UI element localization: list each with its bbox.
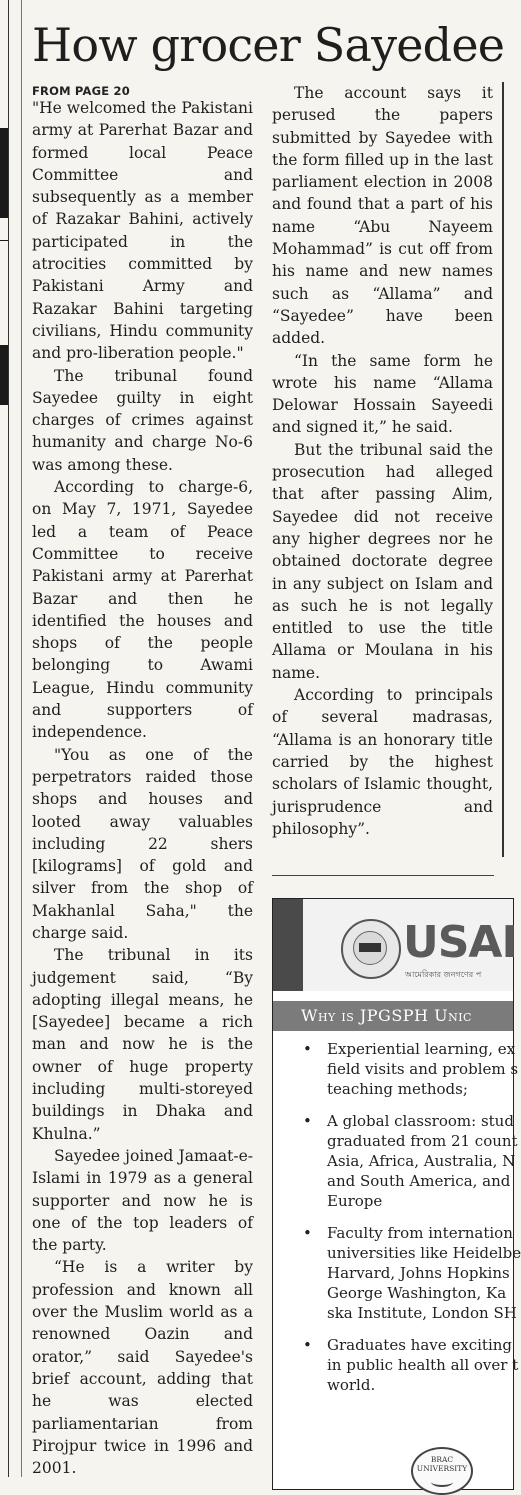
usaid-seal-icon	[341, 919, 401, 979]
advertisement[interactable]	[272, 898, 521, 1490]
ad-heading: Why is JPGSPH Unic	[273, 1001, 513, 1031]
paragraph: "You as one of the perpetrators raided those shops and houses and looted away valuables including 22 shers [kilograms] of gold and silver from the shop of Makhanlal Saha," the charge said.	[32, 745, 253, 942]
left-page-edge-rule	[8, 0, 9, 1477]
ad-bullet: • Faculty from internation universities like Heidelbe Harvard, Johns Hopkins George Washington, Ka ska Institute, London SH	[301, 1223, 516, 1323]
column-divider-rule	[21, 0, 22, 1477]
paragraph: According to principals of several madrasas, “Allama is an honorary title carried by the highest scholars of Islamic thought, jurisprudence and philosophy”.	[272, 686, 493, 838]
brac-university-logo-icon: BRAC UNIVERSITY	[411, 1447, 473, 1495]
paragraph: “In the same form he wrote his name “Allama Delowar Hossain Sayeedi and signed it,” he said.	[272, 351, 493, 437]
ad-bullet-list	[301, 1039, 521, 1407]
ad-bullet: • Graduates have exciting in public health all over t world.	[301, 1335, 516, 1395]
paragraph: The tribunal found Sayedee guilty in eight charges of crimes against humanity and charge No-6 was among these.	[32, 366, 253, 474]
article-column-right	[272, 82, 493, 862]
article-column-left	[32, 97, 253, 1477]
adjacent-page-fragment	[0, 128, 8, 218]
paragraph: According to charge-6, on May 7, 1971, Sayedee led a team of Peace Committee to receive Pakistani army at Parerhat Bazar and then he identified the houses and shops of the people belonging to Awami League, Hindu community and supporters of independence.	[32, 478, 253, 742]
paragraph: "He welcomed the Pakistani army at Parerhat Bazar and formed local Peace Committee and subsequently as a member of Razakar Bahini, actively participated in the atrocities committed by Pakistani Army and Razakar Bahini targeting civilians, Hindu community and pro-liberation people."	[32, 99, 253, 363]
article-headline: How grocer Sayedee	[32, 18, 505, 72]
article-end-rule	[272, 875, 494, 876]
jump-line: FROM PAGE 20	[32, 84, 130, 98]
ad-header	[273, 899, 517, 991]
paragraph: The account says it perused the papers submitted by Sayedee with the form filled up in the last parliament election in 2008 and found that a part of his name “Abu Nayeem Mohammad” is cut off from his name and new names such as “Allama” and “Sayedee” have been added.	[272, 84, 493, 348]
ad-bullet: • A global classroom: stud graduated from 21 count Asia, Africa, Australia, N and South America, and Europe	[301, 1111, 516, 1211]
ad-bullet: • Experiential learning, ex field visits and problem s teaching methods;	[301, 1039, 516, 1099]
paragraph: But the tribunal said the prosecution had alleged that after passing Alim, Sayedee did not receive any higher degrees nor he obtained doctorate degree in any subject on Islam and as such he is not legally entitled to use the title Allama or Moulana in his name.	[272, 440, 493, 682]
paragraph: The tribunal in its judgement said, “By adopting illegal means, he [Sayedee] became a rich man and now he is the owner of huge property including multi-storeyed buildings in Dhaka and Khulna.”	[32, 946, 253, 1143]
ad-side-band	[273, 899, 303, 991]
paragraph: “He is a writer by profession and known all over the Muslim world as a renowned Oazin and orator,” said Sayedee's brief account, adding that he was elected parliamentarian from Pirojpur twice in 1996 and 2001.	[32, 1258, 253, 1478]
ad-tagline: আমেরিকার জনগণের প	[405, 970, 482, 979]
adjacent-page-fragment	[0, 345, 8, 405]
paragraph: Sayedee joined Jamaat-e-Islami in 1979 as a general supporter and now he is one of the top leaders of the party.	[32, 1146, 253, 1255]
adjacent-page-fragment	[0, 240, 8, 241]
right-page-edge-rule	[502, 82, 504, 857]
ad-brand: USAI	[403, 917, 517, 968]
